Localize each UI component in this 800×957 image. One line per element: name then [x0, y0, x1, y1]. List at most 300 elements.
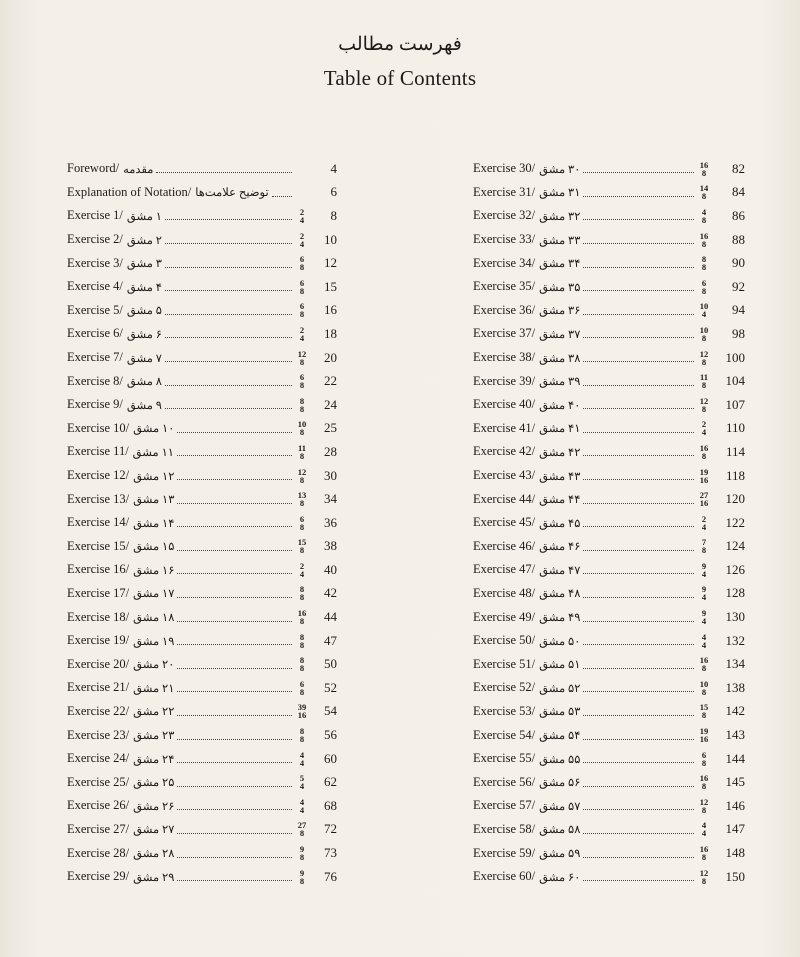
time-signature	[295, 538, 309, 554]
dot-leader	[583, 408, 694, 409]
entry-title-fa: ۲۶ مشق	[133, 800, 175, 813]
time-signature-bottom: 8	[299, 663, 305, 674]
page-number: 47	[324, 632, 337, 648]
dot-leader	[583, 479, 694, 480]
dot-leader	[165, 337, 292, 338]
toc-entry	[473, 558, 745, 582]
toc-entry	[67, 228, 337, 252]
time-signature	[295, 468, 309, 484]
time-signature-top: 9	[701, 560, 707, 571]
time-signature-top: 8	[299, 395, 305, 406]
time-signature	[697, 656, 711, 672]
dot-leader	[583, 573, 694, 574]
time-signature-top: 6	[299, 301, 305, 312]
time-signature	[697, 821, 711, 837]
time-signature-bottom: 8	[299, 285, 305, 296]
toc-entry	[473, 535, 745, 559]
time-signature-top: 19	[699, 466, 709, 477]
dot-leader	[583, 314, 694, 315]
dot-leader	[165, 290, 292, 291]
time-signature	[697, 798, 711, 814]
entry-title-en: Exercise 40/	[473, 397, 536, 412]
time-signature-top: 12	[297, 348, 307, 359]
dot-leader	[583, 337, 694, 338]
toc-entry	[67, 417, 337, 441]
entry-title-fa: ۳۳ مشق	[539, 234, 581, 247]
dot-leader	[165, 408, 292, 409]
entry-title-en: Exercise 21/	[67, 680, 130, 695]
time-signature	[697, 538, 711, 554]
time-signature-top: 4	[701, 631, 707, 642]
time-signature	[697, 515, 711, 531]
page-number: 10	[324, 231, 337, 247]
toc-entry	[473, 487, 745, 511]
page-number: 104	[725, 373, 745, 389]
dot-leader	[177, 621, 292, 622]
dot-leader	[583, 290, 694, 291]
entry-title-fa: ۵۸ مشق	[539, 824, 581, 837]
toc-entry	[473, 582, 745, 606]
time-signature-bottom: 8	[299, 616, 305, 627]
time-signature	[295, 397, 309, 413]
toc-entry	[473, 322, 745, 346]
dot-leader	[177, 503, 292, 504]
entry-title-en: Exercise 22/	[67, 703, 130, 718]
time-signature	[295, 680, 309, 696]
time-signature	[697, 774, 711, 790]
page-number: 50	[324, 656, 337, 672]
page-number: 22	[324, 373, 337, 389]
time-signature-bottom: 8	[299, 521, 305, 532]
toc-column-right	[473, 157, 745, 888]
dot-leader	[177, 573, 292, 574]
dot-leader	[177, 715, 292, 716]
entry-title-en: Exercise 23/	[67, 727, 130, 742]
time-signature	[697, 232, 711, 248]
toc-entry	[473, 299, 745, 323]
dot-leader	[583, 267, 694, 268]
entry-title-fa: ۴۴ مشق	[539, 494, 581, 507]
dot-leader	[165, 219, 292, 220]
page-number: 134	[725, 656, 745, 672]
time-signature-top: 4	[299, 749, 305, 760]
dot-leader	[583, 833, 694, 834]
time-signature-bottom: 8	[299, 639, 305, 650]
time-signature-bottom: 16	[699, 474, 709, 485]
entry-title-en: Exercise 24/	[67, 751, 130, 766]
toc-entry	[473, 723, 745, 747]
entry-title-fa: ۲۰ مشق	[133, 659, 175, 672]
dot-leader	[583, 597, 694, 598]
entry-title-fa: ۳۰ مشق	[539, 163, 581, 176]
entry-title-en: Exercise 59/	[473, 845, 536, 860]
entry-title-en: Exercise 2/	[67, 232, 123, 247]
entry-title-fa: ۹ مشق	[126, 399, 162, 412]
entry-title-fa: ۵۹ مشق	[539, 848, 581, 861]
time-signature-top: 6	[299, 277, 305, 288]
time-signature-bottom: 4	[701, 616, 707, 627]
toc-entry	[67, 676, 337, 700]
page-number: 68	[324, 797, 337, 813]
entry-title-en: Exercise 35/	[473, 279, 536, 294]
page-number: 20	[324, 349, 337, 365]
time-signature-top: 12	[699, 348, 709, 359]
time-signature-bottom: 4	[299, 804, 305, 815]
page-number: 76	[324, 868, 337, 884]
entry-title-fa: ۶۰ مشق	[539, 871, 581, 884]
time-signature	[697, 350, 711, 366]
page-number: 84	[732, 184, 745, 200]
time-signature	[295, 727, 309, 743]
page-number: 15	[324, 278, 337, 294]
toc-entry	[473, 157, 745, 181]
dot-leader	[165, 314, 292, 315]
time-signature-bottom: 4	[299, 332, 305, 343]
toc-entry	[473, 747, 745, 771]
time-signature-bottom: 4	[299, 781, 305, 792]
toc-entry	[473, 818, 745, 842]
page-number: 62	[324, 774, 337, 790]
page-number: 150	[725, 868, 745, 884]
dot-leader	[177, 432, 292, 433]
entry-title-en: Exercise 56/	[473, 774, 536, 789]
toc-entry	[473, 676, 745, 700]
dot-leader	[177, 597, 292, 598]
entry-title-en: Exercise 38/	[473, 350, 536, 365]
time-signature-top: 12	[297, 466, 307, 477]
entry-title-en: Exercise 25/	[67, 774, 130, 789]
entry-title-en: Exercise 18/	[67, 609, 130, 624]
entry-title-en: Exercise 37/	[473, 326, 536, 341]
entry-title-en: Exercise 45/	[473, 515, 536, 530]
toc-entry	[67, 865, 337, 889]
toc-entry	[67, 723, 337, 747]
time-signature-top: 2	[299, 206, 305, 217]
time-signature	[295, 656, 309, 672]
time-signature-top: 15	[297, 537, 307, 548]
entry-title-en: Exercise 41/	[473, 420, 536, 435]
dot-leader	[583, 644, 694, 645]
entry-title-en: Exercise 47/	[473, 562, 536, 577]
entry-title-fa: ۷ مشق	[126, 352, 162, 365]
page-number: 40	[324, 561, 337, 577]
time-signature	[697, 680, 711, 696]
page-number: 42	[324, 585, 337, 601]
time-signature-top: 27	[699, 490, 709, 501]
time-signature-bottom: 8	[299, 474, 305, 485]
toc-entry	[67, 181, 337, 205]
entry-title-en: Exercise 50/	[473, 633, 536, 648]
entry-title-en: Exercise 13/	[67, 491, 130, 506]
entry-title-fa: مقدمه	[123, 163, 154, 176]
time-signature	[697, 255, 711, 271]
entry-title-en: Foreword/	[67, 161, 120, 176]
toc-entry	[67, 629, 337, 653]
time-signature-bottom: 8	[701, 852, 707, 863]
time-signature	[295, 420, 309, 436]
page-number: 28	[324, 443, 337, 459]
time-signature	[697, 609, 711, 625]
toc-entry	[67, 346, 337, 370]
time-signature-top: 12	[699, 395, 709, 406]
entry-title-en: Exercise 16/	[67, 562, 130, 577]
entry-title-fa: ۵۴ مشق	[539, 730, 581, 743]
toc-entry	[67, 535, 337, 559]
entry-title-en: Exercise 33/	[473, 232, 536, 247]
time-signature-top: 10	[699, 301, 709, 312]
dot-leader	[177, 691, 292, 692]
entry-title-fa: ۴۲ مشق	[539, 446, 581, 459]
page-number: 6	[330, 184, 337, 200]
entry-title-fa: ۵۷ مشق	[539, 800, 581, 813]
dot-leader	[583, 243, 694, 244]
entry-title-en: Exercise 28/	[67, 845, 130, 860]
time-signature-bottom: 8	[701, 686, 707, 697]
time-signature-top: 8	[299, 726, 305, 737]
time-signature	[295, 633, 309, 649]
page-number: 126	[725, 561, 745, 577]
time-signature-top: 2	[299, 324, 305, 335]
time-signature-bottom: 16	[297, 710, 307, 721]
time-signature	[697, 468, 711, 484]
entry-title-fa: ۴۷ مشق	[539, 564, 581, 577]
dot-leader	[177, 880, 292, 881]
time-signature-bottom: 8	[701, 380, 707, 391]
entry-title-en: Exercise 52/	[473, 680, 536, 695]
entry-title-en: Exercise 49/	[473, 609, 536, 624]
toc-entry	[67, 558, 337, 582]
entry-title-en: Exercise 17/	[67, 585, 130, 600]
page-number: 38	[324, 538, 337, 554]
time-signature-bottom: 8	[701, 875, 707, 886]
time-signature-bottom: 4	[701, 639, 707, 650]
page-number: 100	[725, 349, 745, 365]
time-signature	[295, 491, 309, 507]
page-number: 92	[732, 278, 745, 294]
toc-entry	[473, 417, 745, 441]
time-signature	[295, 444, 309, 460]
toc-entry	[67, 511, 337, 535]
page-number: 44	[324, 609, 337, 625]
dot-leader	[583, 715, 694, 716]
toc-entry	[473, 181, 745, 205]
entry-title-fa: ۱۴ مشق	[133, 517, 175, 530]
entry-title-fa: ۵۳ مشق	[539, 706, 581, 719]
time-signature-top: 8	[701, 254, 707, 265]
time-signature-top: 9	[701, 584, 707, 595]
entry-title-fa: ۲۳ مشق	[133, 730, 175, 743]
time-signature-bottom: 8	[299, 380, 305, 391]
page-number: 8	[330, 207, 337, 223]
dot-leader	[177, 762, 292, 763]
time-signature-top: 2	[299, 560, 305, 571]
entry-title-fa: ۴۶ مشق	[539, 541, 581, 554]
entry-title-en: Exercise 30/	[473, 161, 536, 176]
entry-title-fa: ۳۶ مشق	[539, 305, 581, 318]
time-signature-top: 16	[699, 655, 709, 666]
dot-leader	[583, 432, 694, 433]
time-signature-top: 2	[299, 230, 305, 241]
time-signature-bottom: 8	[701, 262, 707, 273]
page-number: 54	[324, 703, 337, 719]
dot-leader	[177, 550, 292, 551]
entry-title-en: Exercise 11/	[67, 444, 129, 459]
page-number: 114	[725, 443, 745, 459]
time-signature-top: 2	[701, 513, 707, 524]
entry-title-fa: ۲ مشق	[126, 234, 162, 247]
time-signature-bottom: 8	[701, 781, 707, 792]
time-signature-bottom: 8	[299, 309, 305, 320]
page-number: 107	[725, 396, 745, 412]
time-signature	[697, 869, 711, 885]
dot-leader	[165, 361, 292, 362]
time-signature-bottom: 8	[299, 427, 305, 438]
toc-entry	[473, 605, 745, 629]
time-signature-bottom: 4	[701, 828, 707, 839]
entry-title-fa: ۳۸ مشق	[539, 352, 581, 365]
time-signature	[697, 184, 711, 200]
entry-title-fa: ۴۰ مشق	[539, 399, 581, 412]
toc-entry	[473, 369, 745, 393]
entry-title-fa: ۵۶ مشق	[539, 777, 581, 790]
entry-title-fa: ۴۵ مشق	[539, 517, 581, 530]
entry-title-en: Exercise 58/	[473, 821, 536, 836]
entry-title-fa: ۱۳ مشق	[133, 494, 175, 507]
time-signature-top: 6	[299, 372, 305, 383]
time-signature	[295, 232, 309, 248]
entry-title-en: Exercise 54/	[473, 727, 536, 742]
time-signature-top: 16	[297, 608, 307, 619]
entry-title-en: Exercise 15/	[67, 538, 130, 553]
page-number: 86	[732, 207, 745, 223]
dot-leader	[272, 196, 292, 197]
entry-title-fa: ۱۱ مشق	[132, 446, 174, 459]
time-signature	[295, 751, 309, 767]
entry-title-fa: ۴۸ مشق	[539, 588, 581, 601]
entry-title-en: Exercise 9/	[67, 397, 123, 412]
dot-leader	[583, 880, 694, 881]
time-signature-bottom: 8	[299, 403, 305, 414]
entry-title-fa: ۱ مشق	[126, 210, 162, 223]
page-number: 146	[725, 797, 745, 813]
dot-leader	[583, 361, 694, 362]
time-signature-bottom: 8	[299, 828, 305, 839]
time-signature-bottom: 16	[699, 498, 709, 509]
toc-entry	[67, 770, 337, 794]
time-signature-top: 16	[699, 844, 709, 855]
page-number: 52	[324, 679, 337, 695]
time-signature-top: 19	[699, 726, 709, 737]
toc-entry	[473, 346, 745, 370]
entry-title-en: Exercise 1/	[67, 208, 123, 223]
time-signature	[697, 633, 711, 649]
time-signature-top: 8	[299, 584, 305, 595]
time-signature-top: 10	[297, 419, 307, 430]
entry-title-fa: ۳۷ مشق	[539, 328, 581, 341]
entry-title-fa: ۵۱ مشق	[539, 659, 581, 672]
entry-title-en: Exercise 31/	[473, 184, 536, 199]
entry-title-en: Exercise 12/	[67, 468, 130, 483]
time-signature	[697, 703, 711, 719]
entry-title-fa: ۵۲ مشق	[539, 682, 581, 695]
page-number: 36	[324, 514, 337, 530]
dot-leader	[583, 857, 694, 858]
title-persian: فهرست مطالب	[338, 34, 462, 55]
page-number: 120	[725, 491, 745, 507]
page-number: 122	[725, 514, 745, 530]
page-number: 25	[324, 420, 337, 436]
time-signature-top: 5	[299, 773, 305, 784]
toc-entry	[473, 440, 745, 464]
page-number: 90	[732, 255, 745, 271]
entry-title-en: Exercise 19/	[67, 633, 130, 648]
dot-leader	[583, 385, 694, 386]
time-signature-bottom: 8	[701, 545, 707, 556]
entry-title-fa: ۳۴ مشق	[539, 258, 581, 271]
entry-title-fa: ۴۳ مشق	[539, 470, 581, 483]
dot-leader	[583, 809, 694, 810]
toc-entry	[67, 841, 337, 865]
entry-title-fa: ۲۸ مشق	[133, 848, 175, 861]
page-number: 18	[324, 325, 337, 341]
entry-title-fa: ۴۹ مشق	[539, 612, 581, 625]
toc-entry	[67, 794, 337, 818]
page-number: 60	[324, 750, 337, 766]
time-signature-bottom: 4	[701, 568, 707, 579]
time-signature-top: 4	[701, 206, 707, 217]
entry-title-en: Exercise 42/	[473, 444, 536, 459]
toc-entry	[473, 700, 745, 724]
entry-title-en: Exercise 8/	[67, 373, 123, 388]
entry-title-fa: ۲۱ مشق	[133, 682, 175, 695]
time-signature-top: 27	[297, 820, 307, 831]
time-signature-bottom: 8	[701, 757, 707, 768]
toc-entry	[67, 157, 337, 181]
dot-leader	[177, 833, 292, 834]
toc-entry	[473, 393, 745, 417]
toc-column-left	[67, 157, 337, 888]
time-signature-top: 10	[699, 324, 709, 335]
toc-entry	[473, 865, 745, 889]
dot-leader	[177, 479, 292, 480]
time-signature	[295, 869, 309, 885]
time-signature-top: 7	[701, 537, 707, 548]
toc-entry	[473, 275, 745, 299]
page-number: 148	[725, 845, 745, 861]
time-signature-bottom: 8	[701, 238, 707, 249]
toc-entry	[473, 511, 745, 535]
time-signature-top: 4	[701, 820, 707, 831]
time-signature-bottom: 8	[701, 167, 707, 178]
entry-title-fa: ۲۷ مشق	[133, 824, 175, 837]
time-signature-bottom: 4	[701, 427, 707, 438]
dot-leader	[583, 668, 694, 669]
toc-entry	[67, 747, 337, 771]
toc-entry	[473, 251, 745, 275]
time-signature-bottom: 8	[299, 498, 305, 509]
time-signature-bottom: 8	[299, 262, 305, 273]
entry-title-en: Exercise 53/	[473, 703, 536, 718]
dot-leader	[177, 857, 292, 858]
entry-title-fa: ۳۹ مشق	[539, 376, 581, 389]
entry-title-fa: ۱۶ مشق	[133, 564, 175, 577]
time-signature-top: 9	[299, 867, 305, 878]
entry-title-en: Explanation of Notation/	[67, 184, 192, 199]
time-signature-top: 10	[699, 678, 709, 689]
entry-title-fa: ۱۷ مشق	[133, 588, 175, 601]
page-title: Table of Contents	[323, 66, 477, 90]
toc-entry	[67, 582, 337, 606]
